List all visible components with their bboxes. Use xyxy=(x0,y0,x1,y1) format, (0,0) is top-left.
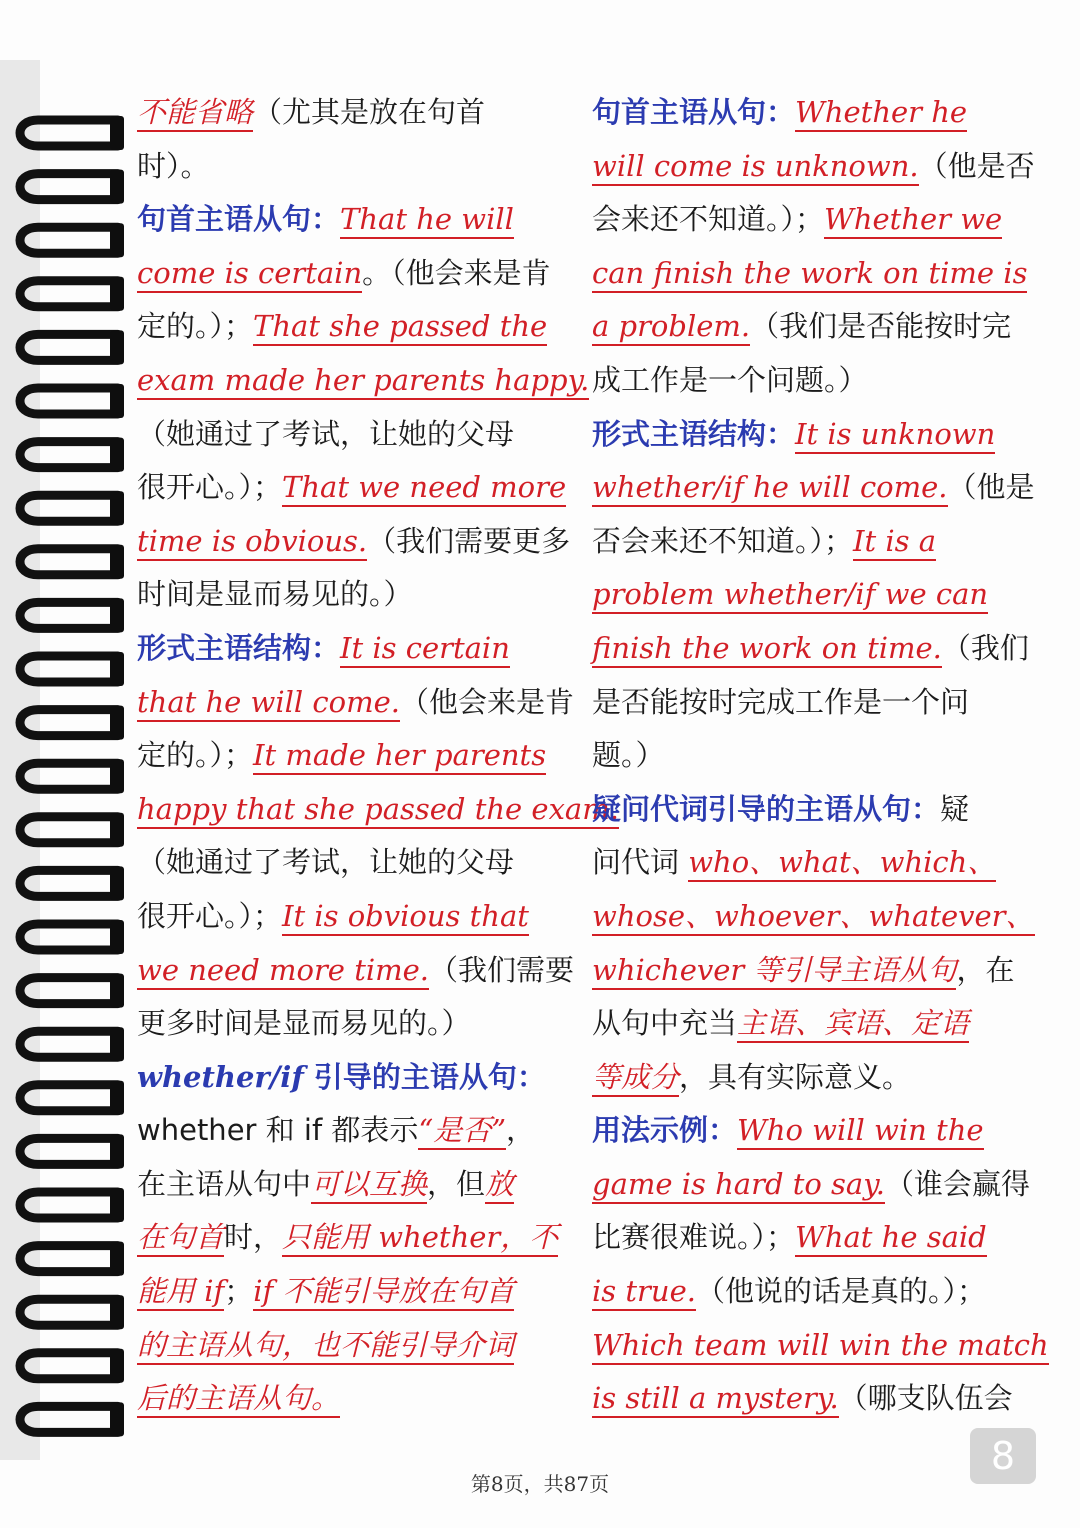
highlighted-text: game is hard to say. xyxy=(592,1167,885,1204)
heading-text: 疑问代词引导的主语从句： xyxy=(592,791,941,826)
highlighted-text: whichever 等引导主语从句 xyxy=(592,953,956,990)
body-text: ，但 xyxy=(427,1166,486,1201)
text-line xyxy=(592,515,1032,569)
text-line xyxy=(137,247,577,301)
text-line xyxy=(137,86,577,140)
body-text: （谁会赢得 xyxy=(884,1166,1030,1201)
text-line xyxy=(137,1104,577,1158)
body-text: （他是 xyxy=(947,470,1035,505)
text-line xyxy=(592,676,1032,730)
body-text: whether 和 if 都表示 xyxy=(137,1113,419,1148)
body-text: ，在 xyxy=(956,952,1015,987)
body-text: （我们 xyxy=(941,630,1029,665)
body-text: （我们需要更多 xyxy=(367,523,571,558)
text-line xyxy=(137,1051,577,1105)
highlighted-text: That he will xyxy=(340,202,514,239)
text-line xyxy=(137,1158,577,1212)
body-text: 。（他会来是肯 xyxy=(362,255,551,290)
highlighted-text: come is certain xyxy=(137,256,362,293)
left-column xyxy=(137,86,619,1426)
highlighted-text: can finish the work on time is xyxy=(592,256,1027,293)
body-text: ， xyxy=(506,1113,536,1148)
text-line xyxy=(137,729,577,783)
spiral-binding xyxy=(0,60,135,1460)
body-text: 很开心。）； xyxy=(137,898,283,933)
body-text: （他会来是肯 xyxy=(400,684,575,719)
highlighted-text: It is a xyxy=(853,524,936,561)
text-line xyxy=(592,1158,1032,1212)
heading-text: 句首主语从句： xyxy=(137,202,341,237)
body-text: 题。） xyxy=(592,738,665,773)
highlighted-text: is true. xyxy=(592,1274,696,1311)
heading-text: 引导的主语从句： xyxy=(303,1059,546,1094)
highlighted-text: will come is unknown. xyxy=(592,149,919,186)
text-line xyxy=(137,1319,577,1373)
highlighted-text: exam made her parents happy. xyxy=(137,363,589,400)
text-line xyxy=(592,1211,1032,1265)
text-line xyxy=(137,676,577,730)
text-line xyxy=(137,890,577,944)
text-line xyxy=(137,1265,577,1319)
body-text: （她通过了考试，让她的父母 xyxy=(137,845,515,880)
text-line xyxy=(592,568,1032,622)
highlighted-text: time is obvious. xyxy=(137,524,367,561)
text-line xyxy=(137,783,619,837)
text-line xyxy=(592,783,1032,837)
body-text: 定的。）； xyxy=(137,309,254,344)
body-text: 会来还不知道。）； xyxy=(592,202,825,237)
text-line xyxy=(137,836,577,890)
highlighted-text: It made her parents xyxy=(253,738,546,775)
text-line xyxy=(592,354,1032,408)
text-line xyxy=(137,300,577,354)
text-line xyxy=(137,140,577,194)
body-text: 更多时间是显而易见的。） xyxy=(137,1006,471,1041)
text-line xyxy=(592,729,1032,783)
highlighted-text: Who will win the xyxy=(737,1113,984,1150)
highlighted-text: 放 xyxy=(485,1167,514,1204)
text-line xyxy=(592,1372,1032,1426)
body-text: （他说的话是真的。）； xyxy=(695,1274,986,1309)
body-text: 否会来还不知道。）； xyxy=(592,523,854,558)
heading-text: 句首主语从句： xyxy=(592,95,796,129)
body-text: 是否能按时完成工作是一个问 xyxy=(592,684,970,719)
body-text: 问代词 xyxy=(592,845,689,880)
body-text: 很开心。）； xyxy=(137,470,283,505)
highlighted-text: 等成分 xyxy=(592,1060,679,1097)
highlighted-text: happy that she passed the exam. xyxy=(137,792,619,829)
heading-text: 形式主语结构： xyxy=(592,416,796,451)
page-footer: 第8页，共87页 xyxy=(470,1472,610,1496)
highlighted-text: It is obvious that xyxy=(282,899,529,936)
text-line xyxy=(592,997,1032,1051)
text-line xyxy=(592,140,1035,194)
highlighted-text: 后的主语从句。 xyxy=(137,1381,340,1418)
heading-text: 形式主语结构： xyxy=(137,630,341,665)
text-line xyxy=(592,193,1032,247)
highlighted-text: That she passed the xyxy=(253,309,547,346)
text-line xyxy=(592,300,1032,354)
text-line xyxy=(137,1211,577,1265)
text-line xyxy=(137,461,577,515)
highlighted-text: 可以互换 xyxy=(311,1167,427,1204)
text-line xyxy=(137,354,590,408)
text-line xyxy=(592,461,1035,515)
page-number-badge: 8 xyxy=(970,1428,1036,1484)
text-line xyxy=(137,568,577,622)
body-text: 时）。 xyxy=(137,148,210,183)
text-line xyxy=(137,622,577,676)
highlighted-text: 在句首 xyxy=(137,1220,224,1257)
body-text: 比赛很难说。）； xyxy=(592,1220,796,1255)
text-line xyxy=(592,1104,1032,1158)
text-line xyxy=(592,622,1032,676)
text-line xyxy=(137,408,577,462)
body-text: 从句中充当 xyxy=(592,1006,738,1041)
highlighted-text: who、what、which、 xyxy=(688,845,996,882)
body-text: （他是否 xyxy=(918,148,1035,183)
body-text: （哪支队伍会 xyxy=(838,1381,1013,1416)
highlighted-text: a problem. xyxy=(592,309,750,346)
body-text: 时， xyxy=(224,1220,283,1255)
text-line xyxy=(592,836,1032,890)
highlighted-text: That we need more xyxy=(282,470,566,507)
highlighted-text: if 不能引导放在句首 xyxy=(253,1274,514,1311)
text-line xyxy=(137,1372,577,1426)
text-line xyxy=(592,1051,1032,1105)
highlighted-text: 只能用 whether，不 xyxy=(282,1220,558,1257)
text-line xyxy=(592,86,1032,140)
text-line xyxy=(592,1319,1049,1373)
highlighted-text: whose、whoever、whatever、 xyxy=(592,899,1035,936)
highlighted-text: 的主语从句，也不能引导介词 xyxy=(137,1328,514,1365)
highlighted-text: 主语、宾语、定语 xyxy=(737,1006,969,1043)
highlighted-text: 能用 if xyxy=(137,1274,224,1311)
body-text: 时间是显而易见的。） xyxy=(137,577,413,612)
body-text: （尤其是放在句首 xyxy=(253,95,486,129)
body-text: （我们是否能按时完 xyxy=(750,309,1012,344)
highlighted-text: Whether we xyxy=(824,202,1002,239)
highlighted-text: Whether he xyxy=(795,95,967,132)
body-text: ； xyxy=(224,1274,254,1309)
text-line xyxy=(137,997,577,1051)
highlighted-text: 不能省略 xyxy=(137,95,253,132)
highlighted-text: What he said xyxy=(795,1220,987,1257)
highlighted-text: problem whether/if we can xyxy=(592,577,988,614)
highlighted-text: we need more time. xyxy=(137,953,429,990)
heading-text: 用法示例： xyxy=(592,1113,738,1148)
text-line xyxy=(137,515,577,569)
heading-text: whether/if xyxy=(137,1059,304,1094)
highlighted-text: “是否” xyxy=(418,1113,506,1150)
highlighted-text: It is certain xyxy=(340,631,510,668)
text-line xyxy=(137,944,577,998)
body-text: 定的。）； xyxy=(137,738,254,773)
highlighted-text: whether/if he will come. xyxy=(592,470,948,507)
body-text: 在主语从句中 xyxy=(137,1166,312,1201)
highlighted-text: finish the work on time. xyxy=(592,631,942,668)
highlighted-text: is still a mystery. xyxy=(592,1381,839,1418)
text-line xyxy=(592,1265,1032,1319)
body-text: 成工作是一个问题。） xyxy=(592,362,868,397)
body-text: 疑 xyxy=(940,791,970,826)
body-text: （她通过了考试，让她的父母 xyxy=(137,416,515,451)
highlighted-text: Which team will win the match xyxy=(592,1328,1049,1365)
right-column xyxy=(592,86,1049,1426)
text-line xyxy=(592,890,1035,944)
body-text: （我们需要 xyxy=(429,952,575,987)
body-text: ，具有实际意义。 xyxy=(679,1059,912,1094)
text-line xyxy=(592,408,1032,462)
text-line xyxy=(592,944,1032,998)
highlighted-text: It is unknown xyxy=(795,417,995,454)
text-line xyxy=(592,247,1032,301)
highlighted-text: that he will come. xyxy=(137,685,400,722)
text-line xyxy=(137,193,577,247)
